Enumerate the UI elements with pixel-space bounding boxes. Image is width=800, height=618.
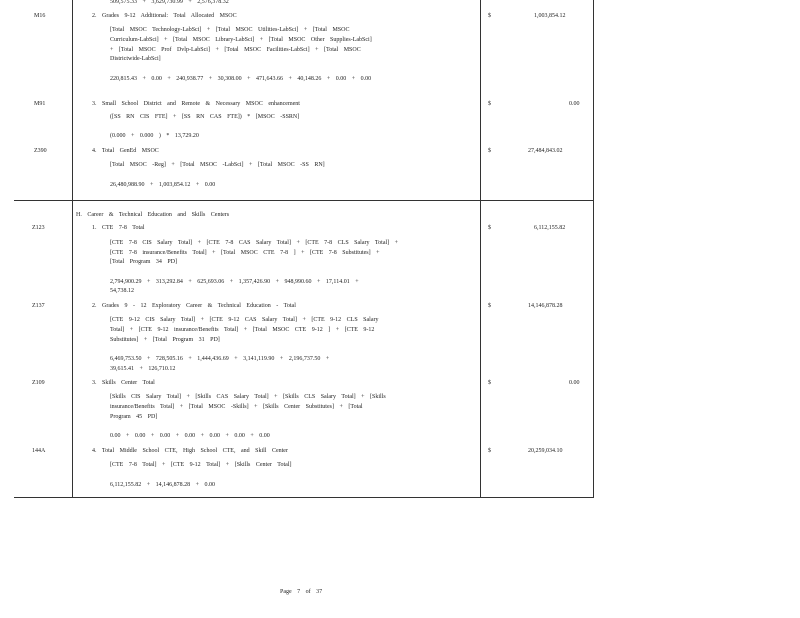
formula-line: + [Total MSOC Prof Dvlp-LabSci] + [Total MSOC Facilities-LabSci] + [Total MSOC <box>110 47 361 53</box>
row-title: 2. Grades 9-12 Additional: Total Allocated MSOC <box>92 13 237 19</box>
values-line: 39,615.41 + 126,710.12 <box>110 366 176 372</box>
values-line: 0.00 + 0.00 + 0.00 + 0.00 + 0.00 + 0.00 + 0.00 <box>110 433 270 439</box>
formula-line: [Total Program 34 PD] <box>110 259 178 265</box>
top-values-line: 509,575.33 + 3,629,730.99 + 2,576,378.32 <box>110 0 229 5</box>
row-amount: 20,259,034.10 <box>528 448 563 454</box>
section-top-border <box>14 200 594 201</box>
formula-line: Districtwide-LabSci] <box>110 56 161 62</box>
formula-line: [Skills CIS Salary Total] + [Skills CAS Salary Total] + [Skills CLS Salary Total] + [Skills <box>110 394 386 400</box>
values-line: 2,794,900.29 + 313,292.84 + 625,693.06 + 1,357,426.90 + 948,990.60 + 17,114.01 + <box>110 279 359 285</box>
row-amount: 6,112,155.82 <box>534 225 566 231</box>
values-line: 6,112,155.82 + 14,146,878.28 + 0.00 <box>110 482 216 488</box>
formula-line: insurance/Benefits Total] + [Total MSOC -Skills] + [Skills Center Substitutes] + [Total <box>110 404 363 410</box>
formula-line: Curriculum-LabSci] + [Total MSOC Library-LabSci] + [Total MSOC Other Supplies-LabSci] <box>110 37 372 43</box>
table-bottom-border <box>14 497 594 498</box>
left-column-divider <box>72 0 73 498</box>
formula-line: Total] + [CTE 9-12 insurance/Benefits Total] + [Total MSOC CTE 9-12 ] + [CTE 9-12 <box>110 327 375 333</box>
dollar-sign: $ <box>488 13 491 19</box>
formula-line: Program 45 PD] <box>110 414 158 420</box>
formula-line: [CTE 7-8 insurance/Benefits Total] + [Total MSOC CTE 7-8 ] + [CTE 7-8 Substitutes] + <box>110 250 380 256</box>
row-code: Z109 <box>32 380 45 386</box>
row-title: 2. Grades 9 - 12 Exploratory Career & Technical Education - Total <box>92 303 296 309</box>
section-title: H. Career & Technical Education and Skills Centers <box>76 212 230 218</box>
row-title: 3. Skills Center Total <box>92 380 155 386</box>
values-line: (0.000 + 0.000 ) * 13,729.20 <box>110 133 199 139</box>
formula-line: [CTE 7-8 CIS Salary Total] + [CTE 7-8 CAS Salary Total] + [CTE 7-8 CLS Salary Total] + <box>110 240 399 246</box>
row-title: 3. Small School District and Remote & Necessary MSOC enhancement <box>92 101 300 107</box>
values-line: 6,469,753.50 + 728,505.16 + 1,444,436.69 + 3,141,119.90 + 2,196,737.50 + <box>110 356 330 362</box>
formula-line: [CTE 7-8 Total] + [CTE 9-12 Total] + [Skills Center Total] <box>110 462 292 468</box>
row-title: 4. Total Middle School CTE, High School CTE, and Skill Center <box>92 448 288 454</box>
formula-line: ([SS RN CIS FTE] + [SS RN CAS FTE]) * [MSOC -SSRN] <box>110 114 300 120</box>
right-border <box>593 0 594 498</box>
values-line: 54,738.12 <box>110 288 134 294</box>
right-column-divider <box>480 0 481 498</box>
page-footer: Page 7 of 37 <box>280 589 323 595</box>
dollar-sign: $ <box>488 148 491 154</box>
row-code: M16 <box>34 13 46 19</box>
dollar-sign: $ <box>488 303 491 309</box>
row-code: Z137 <box>32 303 45 309</box>
dollar-sign: $ <box>488 101 491 107</box>
formula-line: Substitutes] + [Total Program 31 PD] <box>110 337 220 343</box>
row-amount: 1,003,854.12 <box>534 13 566 19</box>
formula-line: [Total MSOC -Reg] + [Total MSOC -LabSci] + [Total MSOC -SS RN] <box>110 162 325 168</box>
values-line: 220,815.43 + 0.00 + 240,938.77 + 30,308.00 + 471,643.66 + 40,148.26 + 0.00 + 0.00 <box>110 76 372 82</box>
row-amount: 0.00 <box>569 101 580 107</box>
row-amount: 14,146,878.28 <box>528 303 563 309</box>
formula-line: [CTE 9-12 CIS Salary Total] + [CTE 9-12 CAS Salary Total] + [CTE 9-12 CLS Salary <box>110 317 379 323</box>
row-title: 1. CTE 7-8 Total <box>92 225 145 231</box>
values-line: 26,480,988.90 + 1,003,854.12 + 0.00 <box>110 182 216 188</box>
dollar-sign: $ <box>488 225 491 231</box>
row-title: 4. Total GenEd MSOC <box>92 148 159 154</box>
dollar-sign: $ <box>488 448 491 454</box>
row-amount: 27,484,843.02 <box>528 148 563 154</box>
row-code: Z123 <box>32 225 45 231</box>
dollar-sign: $ <box>488 380 491 386</box>
row-amount: 0.00 <box>569 380 580 386</box>
row-code: M91 <box>34 101 46 107</box>
row-code: Z390 <box>34 148 47 154</box>
formula-line: [Total MSOC Technology-LabSci] + [Total MSOC Utilities-LabSci] + [Total MSOC <box>110 27 350 33</box>
row-code: 144A <box>32 448 46 454</box>
